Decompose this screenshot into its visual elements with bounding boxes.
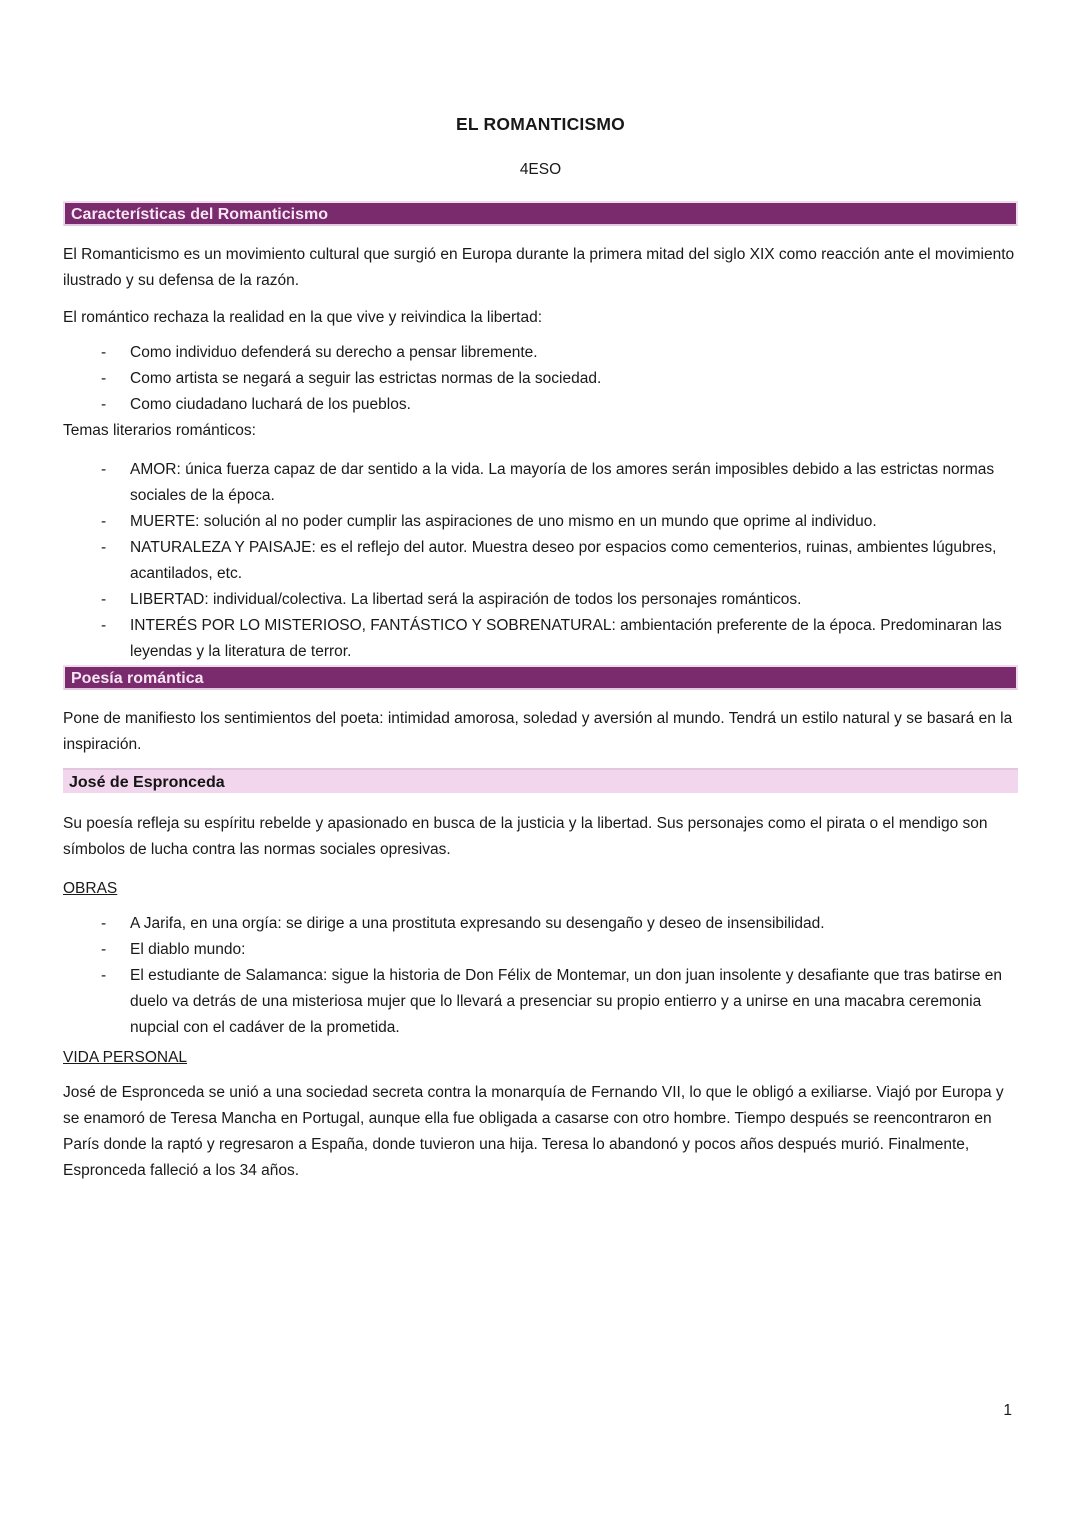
- subsection-header-espronceda: José de Espronceda: [63, 768, 1018, 793]
- page-subtitle: 4ESO: [519, 161, 562, 178]
- heading-vida-personal: VIDA PERSONAL: [63, 1049, 188, 1066]
- list-item: - A Jarifa, en una orgía: se dirige a una prostituta expresando su desengaño y deseo de insensibilidad.: [63, 911, 1018, 937]
- section-header-caracteristicas: Características del Romanticismo: [63, 201, 1018, 226]
- section-header-poesia: Poesía romántica: [63, 665, 1018, 690]
- list-item: - Como individuo defenderá su derecho a pensar libremente.: [63, 340, 1018, 366]
- list-temas: [63, 457, 1018, 665]
- page-number: 1: [1003, 1402, 1012, 1419]
- list-item: - El estudiante de Salamanca: sigue la historia de Don Félix de Montemar, un don juan insolente y desafiante que tras batirse en duelo va detrás de una misteriosa mujer que lo llevará a presenciar su propio entierro y a unirse en una macabra ceremonia nupcial con el cadáver de la prometida.: [63, 963, 1018, 1041]
- heading-obras: OBRAS: [63, 880, 118, 897]
- paragraph-espronceda-intro: Su poesía refleja su espíritu rebelde y apasionado en busca de la justicia y la libertad. Sus personajes como el pirata o el mendigo son símbolos de lucha contra las normas sociales opresivas.: [63, 815, 988, 858]
- paragraph-poesia-intro: Pone de manifiesto los sentimientos del poeta: intimidad amorosa, soledad y aversión al mundo. Tendrá un estilo natural y se basará en la inspiración.: [63, 710, 1013, 753]
- list-item: - LIBERTAD: individual/colectiva. La libertad será la aspiración de todos los personajes románticos.: [63, 587, 1018, 613]
- list-item: - NATURALEZA Y PAISAJE: es el reflejo del autor. Muestra deseo por espacios como cementerios, ruinas, ambientes lúgubres, acantilados, etc.: [63, 535, 1018, 587]
- paragraph-vida-personal: José de Espronceda se unió a una sociedad secreta contra la monarquía de Fernando VII, lo que le obligó a exiliarse. Viajó por Europa y se enamoró de Teresa Mancha en Portugal, aunque ella fue obligada a casarse con otro hombre. Tiempo después se reencontraron en París donde la raptó y regresaron a España, donde tuvieron una hija. Teresa lo abandonó y pocos años después murió. Finalmente, Espronceda falleció a los 34 años.: [63, 1084, 1004, 1179]
- list-item: - Como artista se negará a seguir las estrictas normas de la sociedad.: [63, 366, 1018, 392]
- list-item: - Como ciudadano luchará de los pueblos.: [63, 392, 1018, 418]
- list-libertad: [63, 340, 1018, 418]
- paragraph-temas-literarios: Temas literarios románticos:: [63, 422, 256, 439]
- list-item: - INTERÉS POR LO MISTERIOSO, FANTÁSTICO Y SOBRENATURAL: ambientación preferente de la época. Predominaran las leyendas y la literatura de terror.: [63, 613, 1018, 665]
- paragraph-romantico-rechaza: El romántico rechaza la realidad en la que vive y reivindica la libertad:: [63, 309, 543, 326]
- page-title: EL ROMANTICISMO: [456, 114, 625, 134]
- list-item: - El diablo mundo:: [63, 937, 1018, 963]
- list-item: - MUERTE: solución al no poder cumplir las aspiraciones de uno mismo en un mundo que oprime al individuo.: [63, 509, 1018, 535]
- list-item: - AMOR: única fuerza capaz de dar sentido a la vida. La mayoría de los amores serán imposibles debido a las estrictas normas sociales de la época.: [63, 457, 1018, 509]
- list-obras: [63, 911, 1018, 1041]
- paragraph-romanticismo-intro: El Romanticismo es un movimiento cultural que surgió en Europa durante la primera mitad del siglo XIX como reacción ante el movimiento ilustrado y su defensa de la razón.: [63, 246, 1015, 289]
